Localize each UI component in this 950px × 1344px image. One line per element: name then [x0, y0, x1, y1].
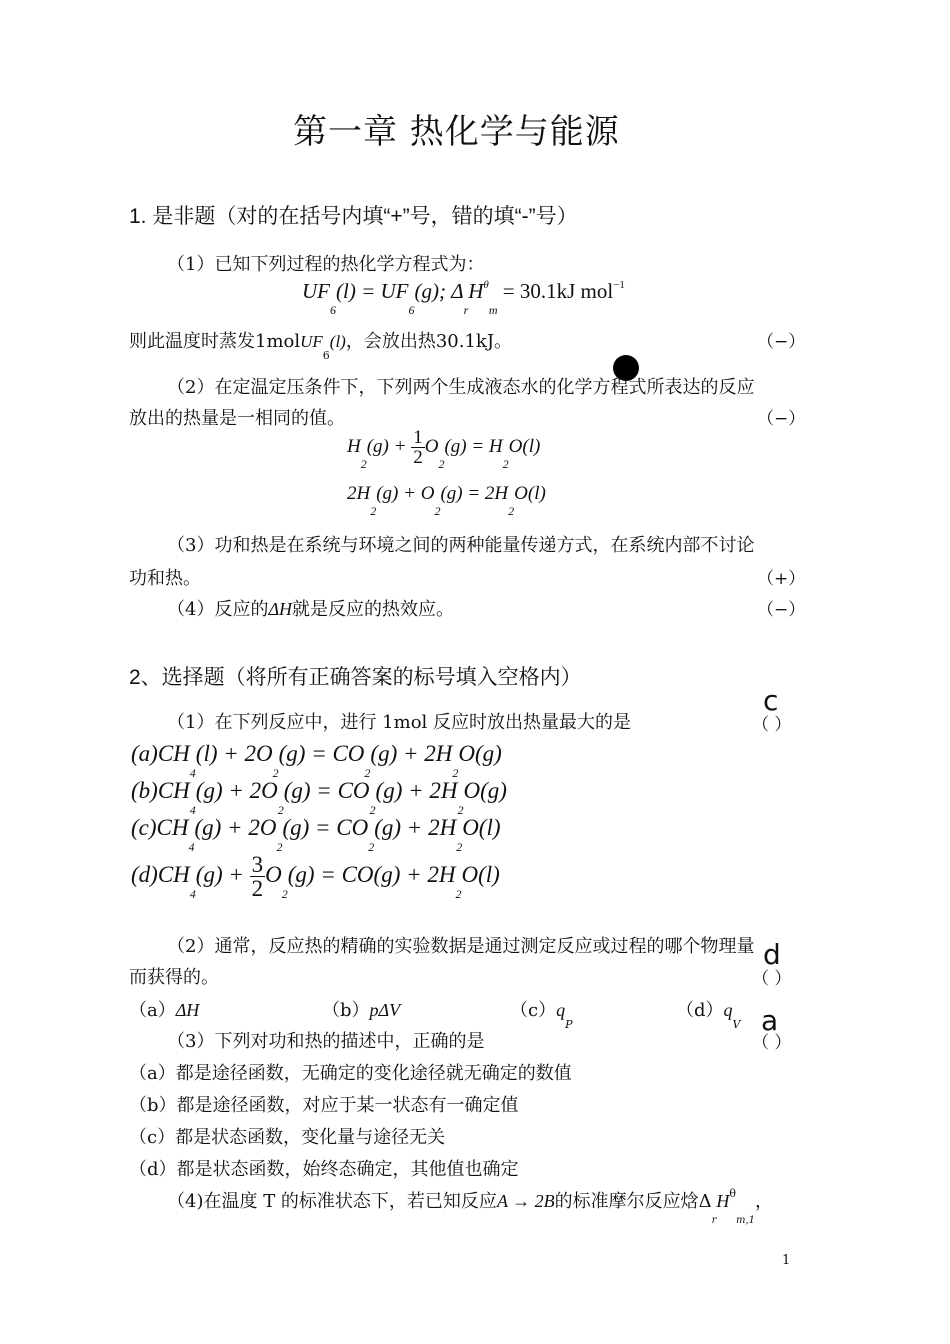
s2-q3-option-b: （b）都是途径函数，对应于某一状态有一确定值 — [129, 1095, 519, 1116]
s2-q2-option-d: $(d)q_V$ — [676, 1000, 741, 1031]
s2-q2-options: （a）ΔH — [129, 1000, 200, 1021]
s2-q1-answer: （ ） — [752, 715, 792, 735]
s2-q1-option-d: $(d)CH_4(g)$ + $\frac{3}{2}$ $O_2(g) = CO(g) + 2H_2O(l)$ — [131, 852, 500, 901]
s2-q3-option-a: （a）都是途径函数，无确定的变化途径就无确定的数值 — [129, 1063, 572, 1084]
s1-q2-text1: （2）在定温定压条件下，下列两个生成液态水的化学方程式所表达的反应 — [167, 377, 755, 398]
s1-q1-line: 则此温度时蒸发1molUF$_6$(l)，会放出热30.1kJ。 — [129, 331, 513, 362]
s1-q4-answer: （−） — [757, 600, 806, 620]
s1-q2-equation-2: $2H_2(g) + O_2(g) = 2H_2O(l)$ — [347, 483, 546, 518]
s2-q1-handwritten-answer: c — [763, 684, 779, 717]
page-number: 1 — [782, 1253, 791, 1268]
s1-q2-equation-1: $H_2(g)$ + $\frac{1}{2}$ $O_2(g) = H_2O(l)$ — [347, 427, 541, 471]
s2-q2-option-c: $(c)q_P$ — [510, 1000, 573, 1031]
s2-q2-handwritten-answer: d — [763, 938, 781, 971]
section-1-heading: 1. 是非题（对的在括号内填“+”号，错的填“-”号） — [129, 205, 578, 228]
s2-q2-option-b: （b）pΔV — [322, 1000, 401, 1021]
s1-q2-text2: 放出的热量是一相同的值。 — [129, 408, 345, 429]
s2-q1-option-a: $(a)CH_4(l) + 2O_2(g) = CO_2(g) + 2H_2O(g)$ — [131, 741, 502, 780]
s1-q1-equation: $UF_6(l) = UF_6(g)$; $\Delta_rH^\theta_m = 30.1kJ$ mol$^{-1}$ — [302, 279, 625, 317]
s1-q1-answer: （−） — [757, 332, 806, 352]
s2-q4-text: （4)在温度 T 的标准状态下，若已知反应A → 2B的标准摩尔反应焓$\Delta_rH^\theta_{m,1}$， — [167, 1187, 774, 1226]
s1-q3-text1: （3）功和热是在系统与环境之间的两种能量传递方式，在系统内部不讨论 — [167, 535, 755, 556]
section-2-heading: 2、选择题（将所有正确答案的标号填入空格内） — [129, 666, 582, 689]
s1-q1-intro: （1）已知下列过程的热化学方程式为： — [167, 254, 485, 275]
page-title: 第一章 热化学与能源 — [293, 112, 620, 152]
s2-q1-option-c: $(c)CH_4(g) + 2O_2(g) = CO_2(g) + 2H_2O(l)$ — [131, 815, 501, 854]
s2-q1-option-b: $(b)CH_4(g) + 2O_2(g) = CO_2(g) + 2H_2O(g)$ — [131, 778, 507, 817]
s2-q3-text: （3）下列对功和热的描述中，正确的是 — [167, 1031, 485, 1052]
s2-q1-text: （1）在下列反应中，进行 1mol 反应时放出热量最大的是 — [167, 712, 632, 733]
s1-q3-answer: （+） — [757, 569, 806, 589]
s2-q2-answer: （ ） — [752, 969, 792, 989]
s2-q3-handwritten-answer: a — [761, 1004, 779, 1037]
s2-q2-text2: 而获得的。 — [129, 967, 219, 988]
s1-q4-text: （4）反应的ΔH就是反应的热效应。 — [167, 599, 455, 620]
s2-q3-answer: （ ） — [752, 1033, 792, 1053]
s1-q2-answer: （−） — [757, 409, 806, 429]
s1-q3-text2: 功和热。 — [129, 568, 201, 589]
s2-q2-text1: （2）通常，反应热的精确的实验数据是通过测定反应或过程的哪个物理量 — [167, 936, 755, 957]
s2-q3-option-c: （c）都是状态函数，变化量与途径无关 — [129, 1127, 446, 1148]
s2-q3-option-d: （d）都是状态函数，始终态确定，其他值也确定 — [129, 1159, 519, 1180]
